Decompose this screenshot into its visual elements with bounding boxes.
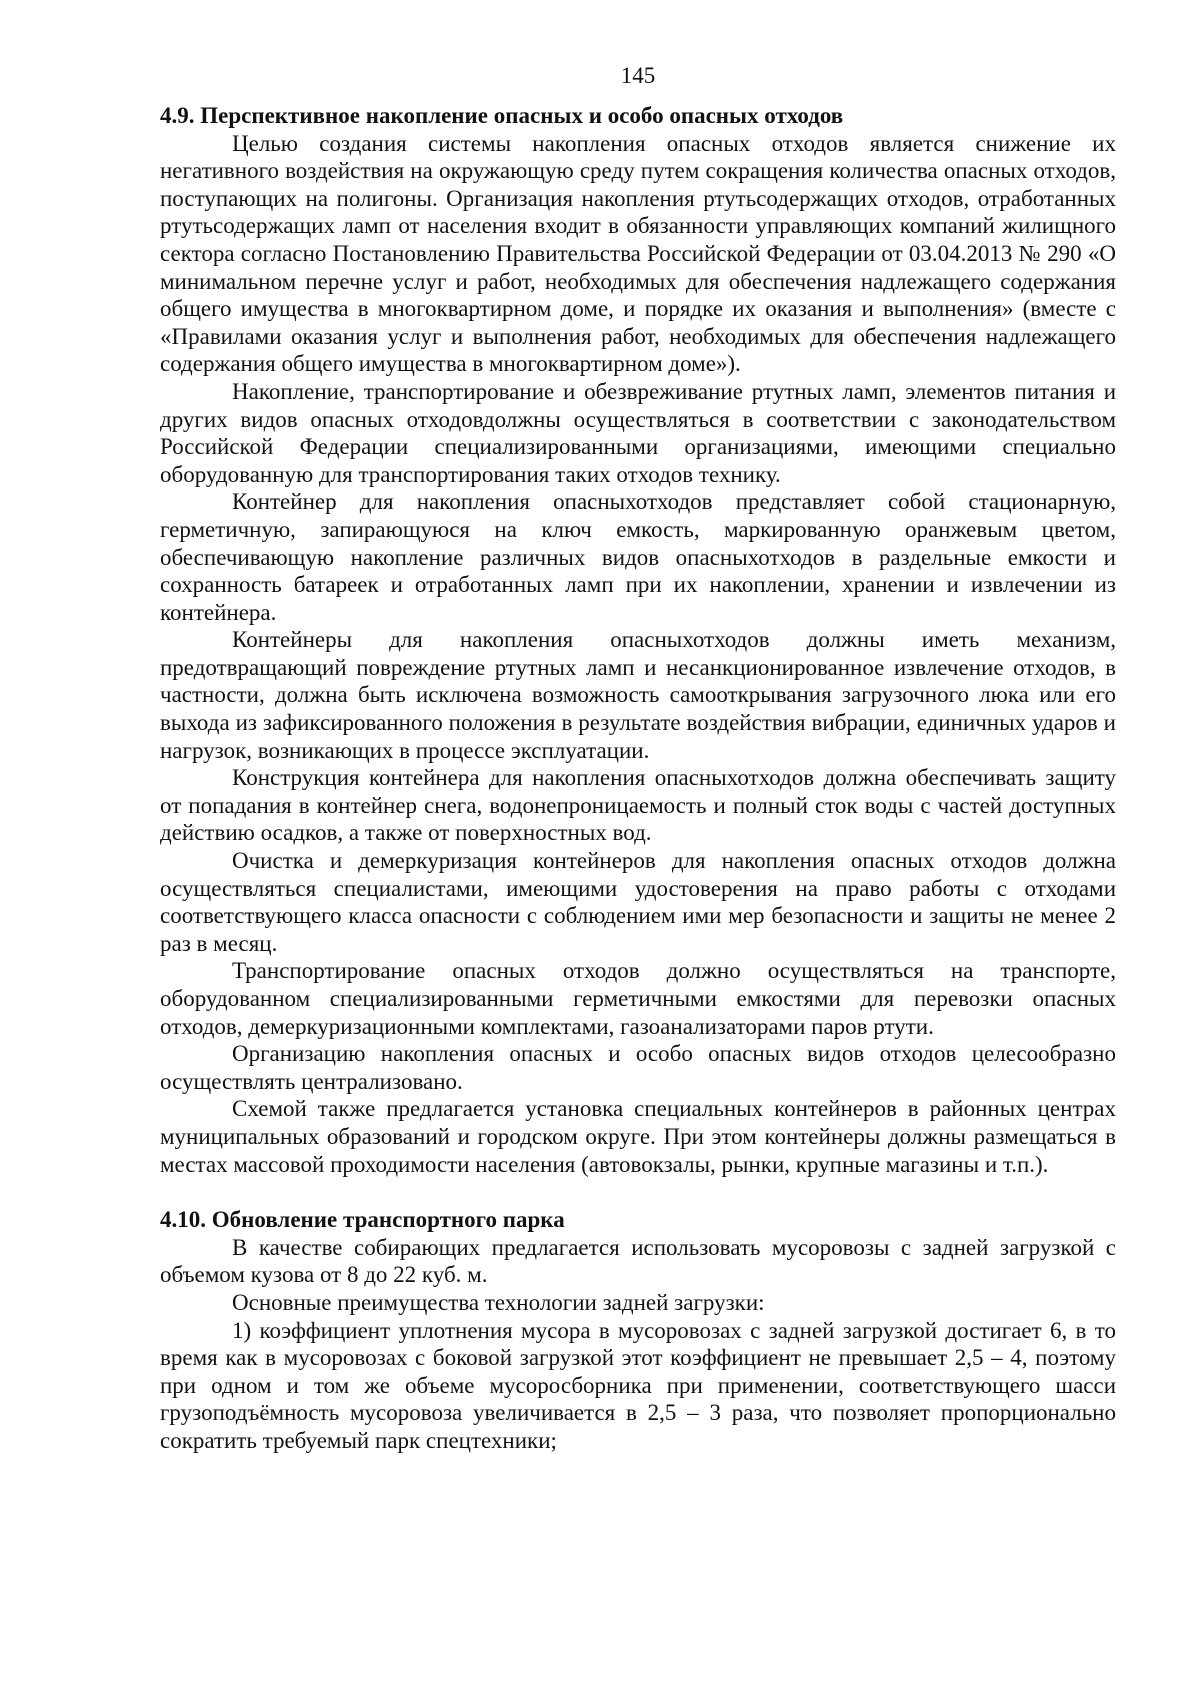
paragraph: Схемой также предлагается установка специальных контейнеров в районных центрах муниципальных образований и городском округе. При этом контейнеры должны размещаться в местах массовой проходимости населения (автовокзалы, рынки, крупные магазины и т.п.).: [160, 1096, 1116, 1177]
paragraph: Накопление, транспортирование и обезвреживание ртутных ламп, элементов питания и других видов опасных отходовдолжны осуществляться в соответствии с законодательством Российской Федерации специализированными организациями, имеющими специально оборудованную для транспортирования таких отходов технику.: [160, 378, 1116, 487]
section-4-10: [160, 1206, 1116, 1454]
paragraph: Организацию накопления опасных и особо опасных видов отходов целесообразно осуществлять централизовано.: [160, 1041, 1116, 1094]
document-page: [160, 62, 1116, 1455]
paragraph: Очистка и демеркуризация контейнеров для накопления опасных отходов должна осуществляться специалистами, имеющими удостоверения на право работы с отходами соответствующего класса опасности с соблюдением ими мер безопасности и защиты не менее 2 раз в месяц.: [160, 848, 1116, 956]
paragraph: Транспортирование опасных отходов должно осуществляться на транспорте, оборудованном специализированными герметичными емкостями для перевозки опасных отходов, демеркуризационными комплектами, газоанализаторами паров ртути.: [160, 958, 1116, 1039]
paragraph: Целью создания системы накопления опасных отходов является снижение их негативного воздействия на окружающую среду путем сокращения количества опасных отходов, поступающих на полигоны. Организация накопления ртутьсодержащих отходов, отработанных ртутьсодержащих ламп от населения входит в обязанности управляющих компаний жилищного сектора согласно Постановлению Правительства Российской Федерации от 03.04.2013 № 290 «О минимальном перечне услуг и работ, необходимых для обеспечения надлежащего содержания общего имущества в многоквартирном доме, и порядке их оказания и выполнения» (вместе с «Правилами оказания услуг и выполнения работ, необходимых для обеспечения надлежащего содержания общего имущества в многоквартирном доме»).: [160, 130, 1116, 377]
section-heading: 4.9. Перспективное накопление опасных и особо опасных отходов: [160, 103, 844, 128]
section-4-9: [160, 102, 1116, 1178]
paragraph: Контейнеры для накопления опасныхотходов должны иметь механизм, предотвращающий повреждение ртутных ламп и несанкционированное извлечение отходов, в частности, должна быть исключена возможность самооткрывания загрузочного люка или его выхода из зафиксированного положения в результате воздействия вибрации, единичных ударов и нагрузок, возникающих в процессе эксплуатации.: [160, 627, 1116, 763]
paragraph: Контейнер для накопления опасныхотходов представляет собой стационарную, герметичную, запирающуюся на ключ емкость, маркированную оранжевым цветом, обеспечивающую накопление различных видов опасныхотходов в раздельные емкости и сохранность батареек и отработанных ламп при их накоплении, хранении и извлечении из контейнера.: [160, 489, 1116, 625]
paragraph: В качестве собирающих предлагается использовать мусоровозы с задней загрузкой с объемом кузова от 8 до 22 куб. м.: [160, 1234, 1116, 1288]
section-heading: 4.10. Обновление транспортного парка: [160, 1207, 565, 1233]
paragraph: Основные преимущества технологии задней загрузки:: [232, 1289, 765, 1315]
paragraph: Конструкция контейнера для накопления опасныхотходов должна обеспечивать защиту от попадания в контейнер снега, водонепроницаемость и полный сток воды с частей доступных действию осадков, а также от поверхностных вод.: [160, 765, 1116, 846]
page-number: 145: [620, 63, 656, 88]
paragraph: 1) коэффициент уплотнения мусора в мусоровозах с задней загрузкой достигает 6, в то время как в мусоровозах с боковой загрузкой этот коэффициент не превышает 2,5 – 4, поэтому при одном и том же объеме мусоросборника при применении, соответствующего шасси грузоподъёмность мусоровоза увеличивается в 2,5 – 3 раза, что позволяет пропорционально сократить требуемый парк спецтехники;: [160, 1317, 1116, 1453]
